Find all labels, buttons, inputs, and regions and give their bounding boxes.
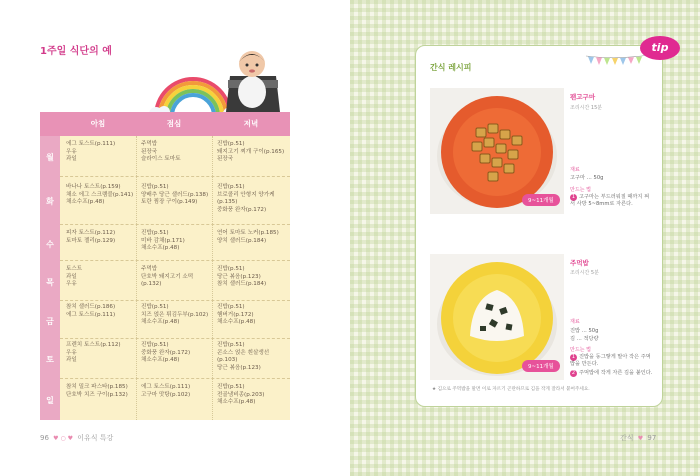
- card-title: 간식 레시피: [430, 63, 472, 72]
- dinner-cell: [217, 141, 284, 164]
- menu-item: (p.135): [217, 199, 238, 206]
- menu-item: 진밥(p.51): [217, 342, 245, 348]
- menu-item: 단호박 돼지고기 소떡: [141, 273, 194, 280]
- menu-item: 토마토 젤리(p.129): [66, 237, 116, 244]
- recipe-name: 팬고구마: [570, 93, 596, 101]
- recipe-step: [570, 194, 654, 208]
- lunch-cell: [141, 342, 190, 365]
- menu-item: 양치 샐러드(p.184): [217, 237, 267, 244]
- breakfast-cell: [66, 266, 82, 289]
- menu-item: 채소수프(p.48): [217, 399, 256, 406]
- menu-item: 치즈 얹은 튀김두부(p.102): [141, 311, 209, 318]
- lunch-cell: [141, 304, 208, 327]
- menu-item: 피자 토스트(p.112): [66, 230, 116, 236]
- menu-item: (p.103): [217, 357, 238, 364]
- footer-label: 이유식 특강: [77, 434, 114, 442]
- ingredient-item: 고구마 … 50g: [570, 175, 604, 181]
- step-text: 주먹밥에 작게 자른 김을 붙인다.: [579, 370, 653, 376]
- breakfast-cell: [66, 304, 115, 319]
- row-divider: [60, 338, 290, 339]
- menu-item: 주먹밥: [141, 266, 158, 272]
- menu-item: 진밥(p.51): [217, 266, 245, 272]
- breakfast-cell: [66, 342, 121, 365]
- menu-item: 미바 감채(p.171): [141, 237, 185, 244]
- menu-item: 슬라이스 토마토: [141, 156, 181, 163]
- menu-item: 진밥(p.51): [141, 342, 169, 348]
- recipe-card: [415, 45, 663, 407]
- menu-item: 우유: [66, 148, 77, 155]
- menu-item: 당근 볶음(p.123): [217, 364, 261, 371]
- row-divider: [60, 176, 290, 177]
- menu-item: 돼지고기 찌개 구이(p.165): [217, 148, 285, 155]
- day-label: 목: [46, 278, 54, 287]
- lunch-cell: [141, 266, 193, 289]
- right-page: [350, 0, 700, 476]
- menu-item: 과일: [66, 156, 77, 163]
- menu-item: 연어 토마토 노커(p.185): [217, 230, 279, 236]
- recipe-name: 주먹밥: [570, 259, 589, 267]
- tip-badge: tip: [640, 36, 680, 60]
- menu-item: 프렌치 토스트(p.112): [66, 342, 121, 348]
- menu-item: 채소수프(p.48): [141, 319, 180, 326]
- menu-item: 참치 밀크 파스타(p.185): [66, 384, 128, 390]
- menu-item: 고구마 맛탕(p.102): [141, 391, 191, 398]
- menu-item: 참치 샐러드(p.186): [66, 304, 116, 310]
- menu-item: 과일: [66, 357, 77, 364]
- menu-item: 채소 에그 스크램블(p.141): [66, 191, 134, 198]
- menu-item: 진밥(p.51): [217, 384, 245, 390]
- dinner-cell: [217, 384, 264, 407]
- menu-item: 토란 찜장 구이(p.149): [141, 199, 198, 206]
- menu-item: 햄버거(p.172): [217, 311, 254, 318]
- ingredients-label: 재료: [570, 319, 580, 325]
- menu-item: 된장국: [217, 156, 234, 163]
- menu-item: 당근 볶음(p.123): [217, 273, 261, 280]
- day-label: 화: [46, 197, 54, 206]
- page-number: 97: [647, 434, 657, 442]
- lunch-cell: [141, 184, 208, 207]
- menu-item: 에그 토스트(p.111): [66, 311, 116, 318]
- day-label: 월: [46, 153, 54, 162]
- recipe-time: 조리시간 15분: [570, 105, 603, 111]
- menu-item: 콘소스 얹은 흰살생선: [217, 349, 270, 356]
- menu-item: 양배추 당근 샐러드(p.138): [141, 191, 209, 198]
- steps-label: 만드는 법: [570, 347, 591, 353]
- baby-photo: [222, 46, 284, 112]
- header-lunch: 점심: [166, 119, 182, 128]
- lunch-cell: [141, 230, 185, 253]
- step-text: 고구마는 부드러워질 때까지 쪄서 사방 5~8mm로 자른다.: [570, 194, 650, 207]
- ingredient-item: 김 … 적당량: [570, 336, 599, 342]
- heart-icon: ♥ ○ ♥: [53, 435, 73, 442]
- menu-item: 우유: [66, 349, 77, 356]
- ingredient-item: 진밥 … 50g: [570, 328, 599, 334]
- age-tag: 9~11개월: [522, 360, 560, 372]
- menu-item: 진밥(p.51): [141, 304, 169, 310]
- dinner-cell: [217, 342, 269, 372]
- dinner-cell: [217, 184, 275, 214]
- menu-item: 바나나 토스트(p.159): [66, 184, 121, 190]
- step-number-icon: 1: [571, 354, 576, 360]
- menu-item: 채소수프(p.48): [141, 357, 180, 364]
- dinner-cell: [217, 266, 266, 289]
- lunch-cell: [141, 384, 190, 399]
- page-footer: [620, 433, 656, 443]
- menu-item: 우유: [66, 281, 77, 288]
- menu-item: 토스트: [66, 266, 83, 272]
- menu-item: 중화풍 완자(p.172): [217, 206, 267, 213]
- menu-item: 과일: [66, 273, 77, 280]
- bunting-flags-icon: [586, 54, 648, 68]
- header-dinner: 저녁: [243, 119, 259, 128]
- menu-item: 진밥(p.51): [217, 141, 245, 147]
- menu-item: 채소수프(p.48): [141, 245, 180, 252]
- dinner-cell: [217, 304, 255, 327]
- day-label: 토: [46, 355, 54, 364]
- dinner-cell: [217, 230, 279, 245]
- heart-icon: ♥: [637, 435, 644, 442]
- foot-note: ★ 김으로 주먹밥을 말면 이로 자르기 곤란하므로 김을 작게 잘라서 붙여주세요.: [432, 387, 590, 392]
- steps-label: 만드는 법: [570, 187, 591, 193]
- menu-item: 에그 토스트(p.111): [141, 384, 191, 390]
- menu-item: 브로콜리 안형지 양가케: [217, 191, 275, 198]
- day-label: 금: [46, 317, 54, 326]
- breakfast-cell: [66, 184, 133, 207]
- page-footer: [40, 433, 113, 443]
- breakfast-cell: [66, 384, 128, 399]
- menu-item: 진밥(p.51): [217, 184, 245, 190]
- menu-item: 채소수프(p.48): [217, 319, 256, 326]
- menu-item: 주먹밥: [141, 141, 158, 147]
- footer-label: 간식: [620, 434, 634, 442]
- lunch-cell: [141, 141, 181, 164]
- row-divider: [60, 260, 290, 261]
- section-title: 1주일 식단의 예: [40, 46, 112, 57]
- header-breakfast: 아침: [90, 119, 106, 128]
- row-divider: [60, 378, 290, 379]
- menu-item: 에그 토스트(p.111): [66, 141, 116, 147]
- breakfast-cell: [66, 141, 115, 164]
- page-number: 96: [40, 434, 49, 442]
- menu-item: 단호박 치즈 구이(p.132): [66, 391, 128, 398]
- ingredients-label: 재료: [570, 167, 580, 173]
- menu-item: 진밥(p.51): [217, 304, 245, 310]
- breakfast-cell: [66, 230, 115, 245]
- recipe-time: 조리시간 5분: [570, 270, 599, 276]
- step-text: 진밥을 동그랗게 말아 작은 주먹밥을 만든다.: [570, 354, 651, 367]
- row-divider: [60, 224, 290, 225]
- table-header: [40, 112, 290, 136]
- step-number-icon: 2: [571, 370, 576, 376]
- menu-item: 진밥(p.51): [141, 230, 169, 236]
- row-divider: [60, 300, 290, 301]
- day-label: 일: [46, 396, 54, 405]
- menu-item: 전골냄비종(p.203): [217, 391, 265, 398]
- age-tag: 9~11개월: [522, 194, 560, 206]
- menu-item: 채소수프(p.48): [66, 199, 105, 206]
- menu-item: (p.132): [141, 281, 162, 288]
- menu-item: 된장국: [141, 148, 158, 155]
- weekly-meal-table: [40, 112, 290, 420]
- step-number-icon: 1: [571, 194, 576, 200]
- menu-item: 진밥(p.51): [141, 184, 169, 190]
- day-label: 수: [46, 240, 54, 249]
- recipe-step: [570, 354, 654, 368]
- recipe-step: [570, 370, 654, 377]
- menu-item: 참치 샐러드(p.184): [217, 281, 267, 288]
- menu-item: 중화풍 완자(p.172): [141, 349, 191, 356]
